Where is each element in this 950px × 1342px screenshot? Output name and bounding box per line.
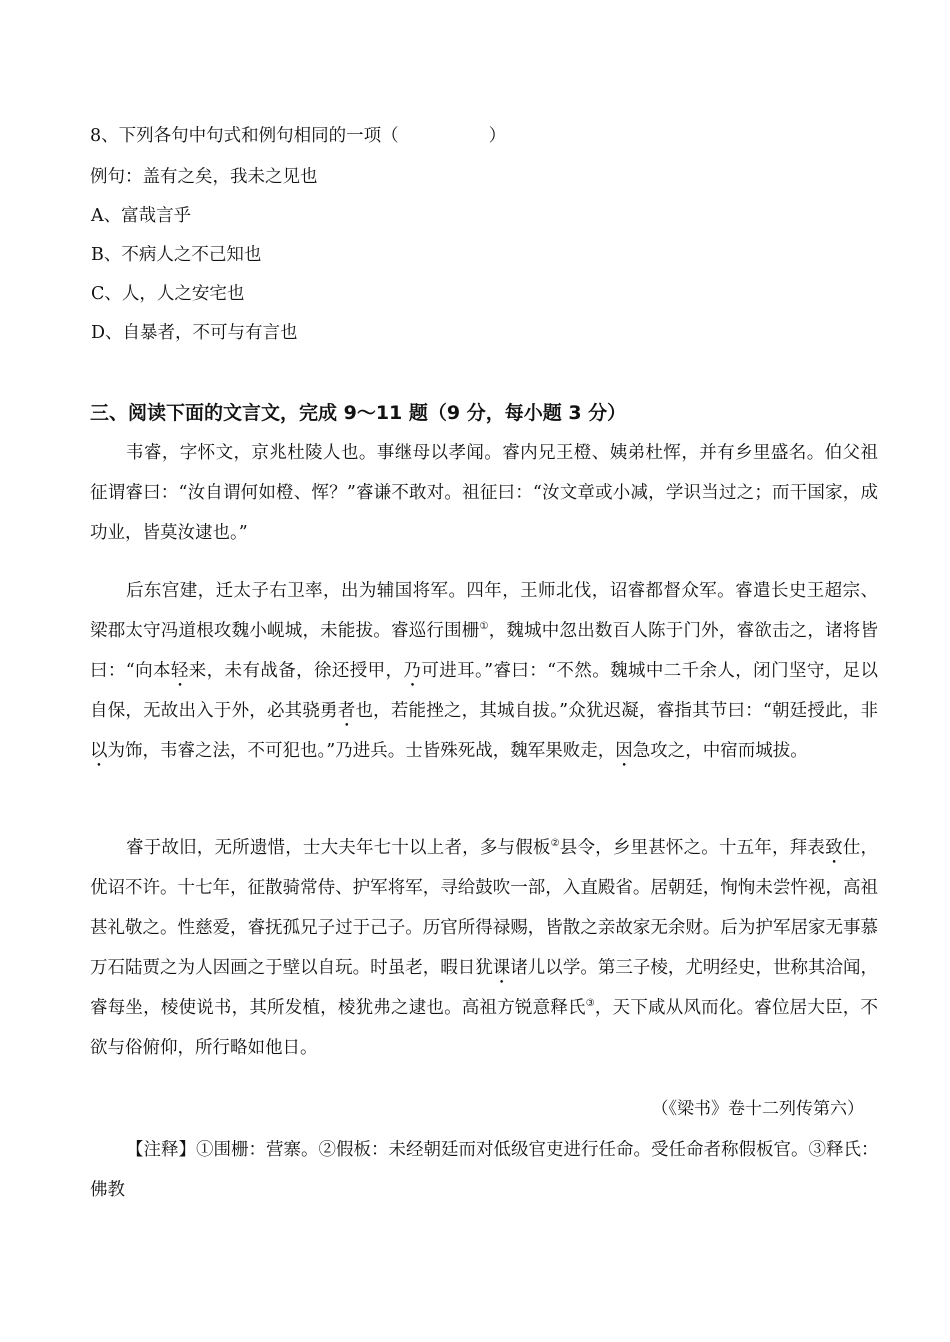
annotation-notes bbox=[90, 1130, 880, 1210]
emphasized-char-zhi: 致 bbox=[825, 838, 843, 858]
passage-paragraph-1: 韦睿，字怀文，京兆杜陵人也。事继母以孝闻。睿内兄王橙、姨弟杜恽，并有乡里盛名。伯父祖征谓睿曰：“汝自谓何如橙、恽？”睿谦不敢对。祖征曰：“汝文章或小减，学识当过之；而干国家，成功业，皆莫汝逮也。” bbox=[90, 443, 878, 543]
option-b: B、不病人之不己知也 bbox=[91, 245, 262, 265]
question-8-stem-text: 8、下列各句中句式和例句相同的一项（ bbox=[90, 126, 399, 146]
p2-text-d: 可进耳。”睿曰：“不然。魏城中二千余人，闭门坚守，足以自保，无故出入于外，必其骁勇 bbox=[90, 661, 879, 721]
emphasized-char-qing: 轻 bbox=[170, 661, 189, 681]
passage-paragraph-3 bbox=[90, 828, 878, 1068]
emphasized-char-nai: 乃 bbox=[403, 661, 422, 681]
p3-text-d: 诸儿以学。第三子棱，尤明经史，世称其洽闻，睿每坐，棱使说书，其所发植，棱犹弗之逮也。高祖方锐意释氏 bbox=[90, 958, 879, 1018]
p2-text-b: ，魏城中忽出数百人陈于门外，睿欲击之，诸将皆曰：“向本 bbox=[90, 621, 878, 681]
p2-text-c: 来，未有战备，徐还授甲， bbox=[188, 661, 404, 681]
question-8-stem bbox=[90, 124, 506, 148]
footnote-marker-3: ③ bbox=[585, 998, 595, 1010]
emphasized-char-ke: 课 bbox=[492, 958, 511, 978]
option-c: C、人，人之安宅也 bbox=[91, 284, 245, 304]
section-3-heading: 三、阅读下面的文言文，完成 9～11 题（9 分，每小题 3 分） bbox=[90, 402, 627, 424]
passage-source: （《梁书》卷十二列传第六） bbox=[651, 1099, 864, 1119]
emphasized-char-yin: 因 bbox=[615, 741, 633, 761]
p2-text-a: 后东宫建，迁太子右卫率，出为辅国将军。四年，王师北伐，诏睿都督众军。睿遣长史王超宗、梁郡太守冯道根攻魏小岘城，未能拔。睿巡行围栅 bbox=[90, 581, 878, 641]
annotation-text: ①围栅：营寨。②假板：未经朝廷而对低级官吏进行任命。受任命者称假板官。③释氏：佛教 bbox=[90, 1140, 879, 1200]
p2-text-e: 也，若能挫之，其城自拔。”众犹迟凝，睿指其节曰：“朝廷授此，非 bbox=[355, 701, 879, 721]
passage-paragraph-2 bbox=[90, 571, 878, 771]
footnote-marker-2: ② bbox=[550, 838, 560, 850]
question-8-stem-end: ） bbox=[488, 126, 507, 146]
question-8-example: 例句：盖有之矣，我未之见也 bbox=[90, 167, 318, 187]
p2-text-f: 为饰，韦睿之法，不可犯也。”乃进兵。士皆殊死战，魏军果败走， bbox=[107, 741, 616, 761]
p3-text-e: ，天下咸从风而化。睿位居大臣，不欲与俗俯仰，所行略如他日。 bbox=[90, 998, 878, 1058]
p2-text-g: 急攻之，中宿而城拔。 bbox=[632, 741, 808, 761]
p3-text-b: 县令，乡里甚怀之。十五年，拜表 bbox=[559, 838, 826, 858]
p3-text-a: 睿于故旧，无所遗惜，士大夫年七十以上者，多与假板 bbox=[126, 838, 551, 858]
option-d: D、自暴者，不可与有言也 bbox=[91, 323, 298, 343]
option-a: A、富哉言乎 bbox=[91, 206, 192, 226]
emphasized-char-zhe: 者 bbox=[337, 701, 356, 721]
footnote-marker-1: ① bbox=[479, 621, 489, 633]
p3-text-c: 仕，优诏不许。十七年，征散骑常侍、护军将军，寻给鼓吹一部，入直殿省。居朝廷，恂恂未尝忤视，高祖甚礼敬之。性慈爱，睿抚孤兄子过于己子。历官所得禄赐，皆散之亲故家无余财。后为护军居家无事慕万石陆贾之为人因画之于壁以自玩。时虽老，暇日犹 bbox=[90, 838, 879, 978]
annotation-label: 【注释】 bbox=[126, 1140, 196, 1160]
emphasized-char-yi: 以 bbox=[90, 741, 108, 761]
